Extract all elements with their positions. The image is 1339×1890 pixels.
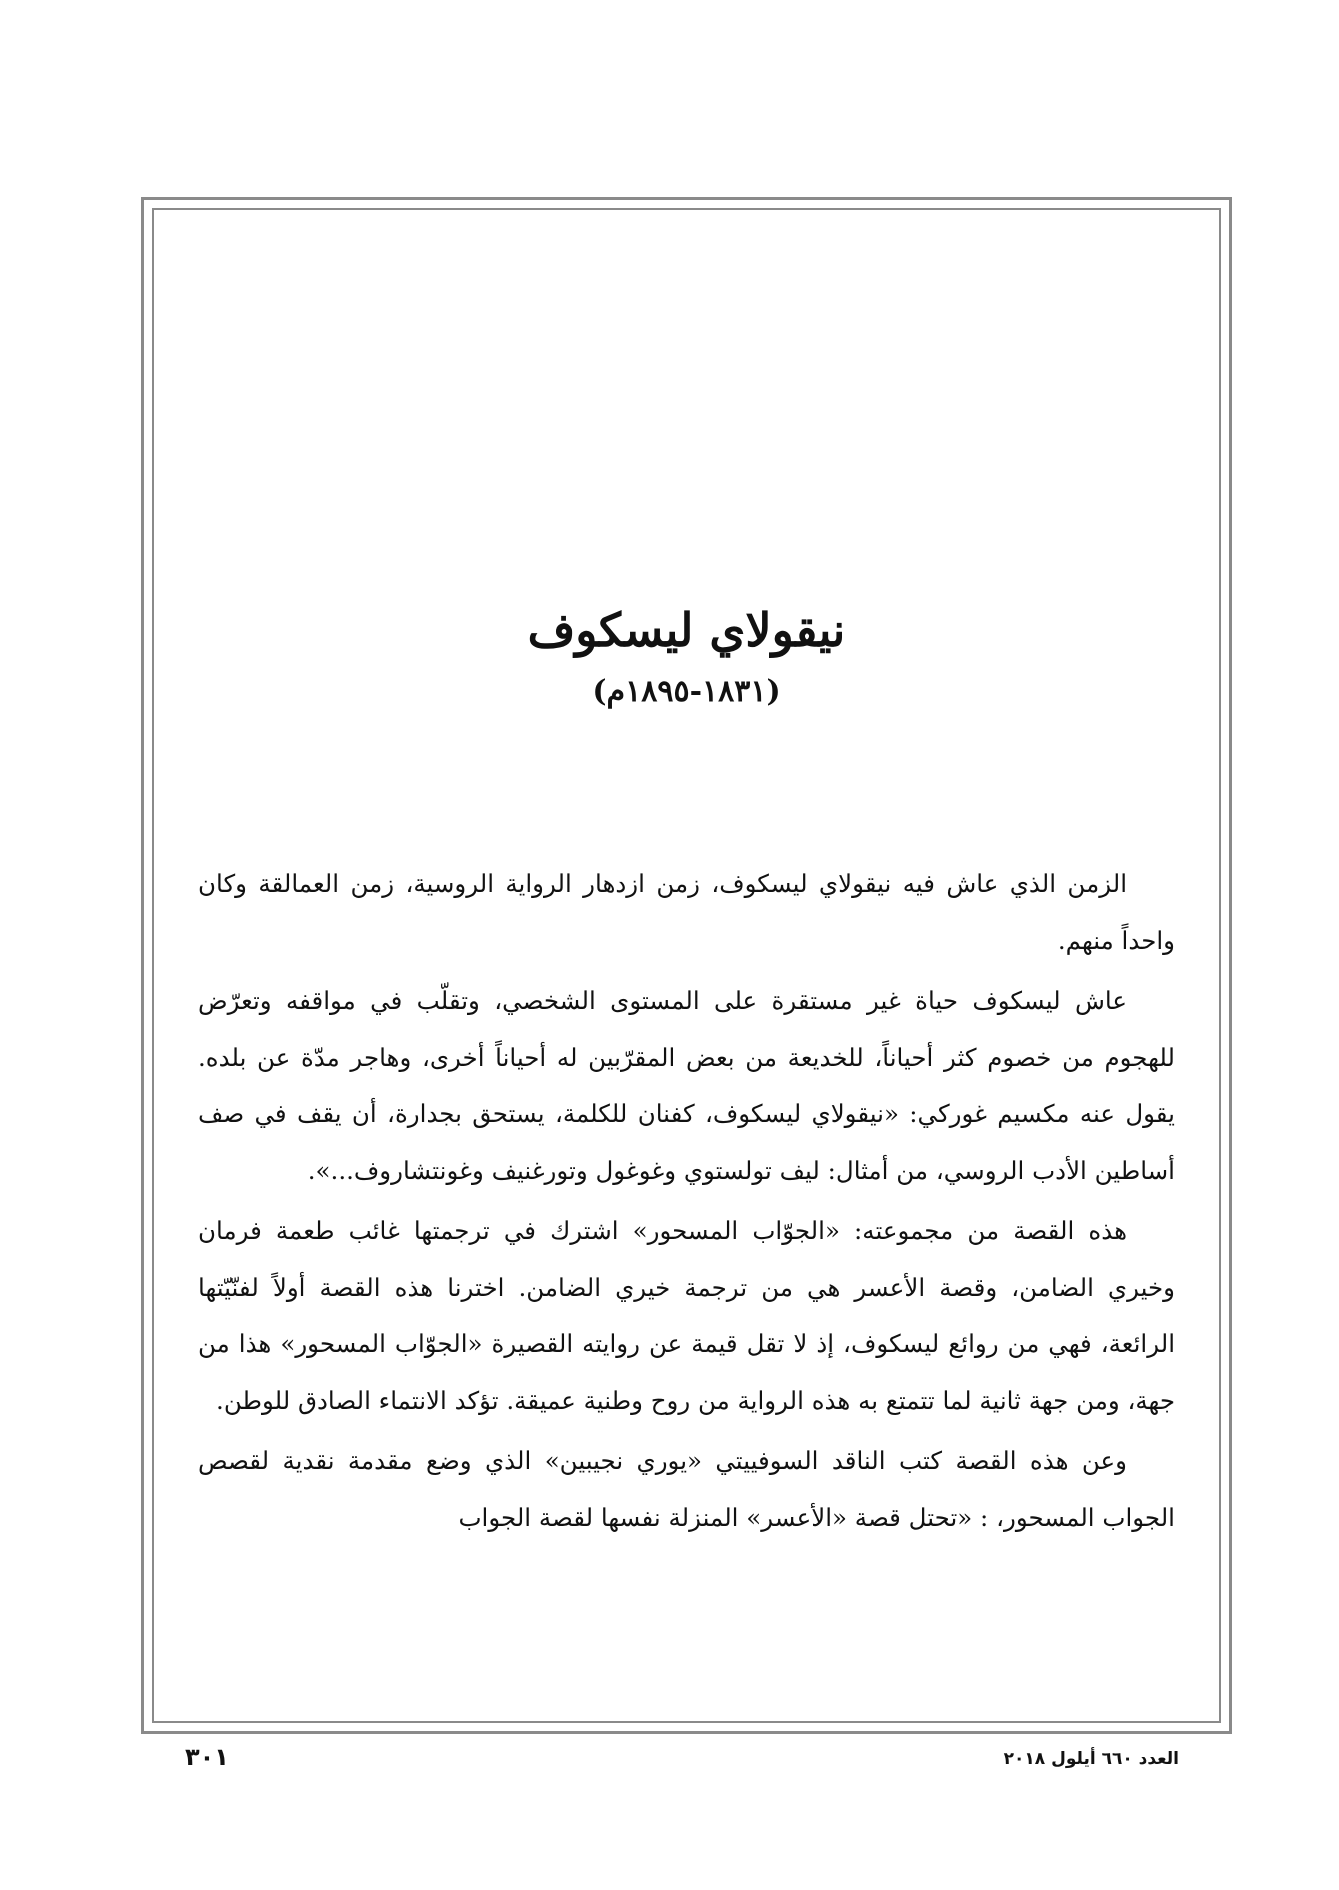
paragraph-4: وعن هذه القصة كتب الناقد السوفييتي «يوري نجيبين» الذي وضع مقدمة نقدية لقصص الجواب المسحور، : «تحتل قصة «الأعسر» المنزلة نفسها لقصة الجواب (198, 1446, 1175, 1532)
article-title: نيقولاي ليسكوف (527, 603, 846, 657)
article-dates: (١٨٣١-١٨٩٥م) (592, 674, 781, 709)
page-number: ٣٠١ (185, 1743, 229, 1771)
issue-info: العدد ٦٦٠ أيلول ٢٠١٨ (1003, 1749, 1179, 1769)
paragraph-1: الزمن الذي عاش فيه نيقولاي ليسكوف، زمن ازدهار الرواية الروسية، زمن العمالقة وكان واحداً منهم. (198, 869, 1175, 955)
paragraph-3: هذه القصة من مجموعته: «الجوّاب المسحور» اشترك في ترجمتها غائب طعمة فرمان وخيري الضامن، وقصة الأعسر هي من ترجمة خيري الضامن. اخترنا هذه القصة أولاً لفنّيّتها الرائعة، فهي من روائع ليسكوف، إذ لا تقل قيمة عن روايته القصيرة «الجوّاب المسحور» هذا من جهة، ومن جهة ثانية لما تتمتع به هذه الرواية من روح وطنية عميقة. تؤكد الانتماء الصادق للوطن. (198, 1216, 1175, 1415)
article-body (198, 600, 1175, 1550)
paragraph-2: عاش ليسكوف حياة غير مستقرة على المستوى الشخصي، وتقلّب في مواقفه وتعرّض للهجوم من خصوم كثر أحياناً، للخديعة من بعض المقرّبين له أحياناً أخرى، وهاجر مدّة عن بلده. يقول عنه مكسيم غوركي: «نيقولاي ليسكوف، كفنان للكلمة، يستحق بجدارة، أن يقف في صف أساطين الأدب الروسي، من أمثال: ليف تولستوي وغوغول وتورغنيف وغونتشاروف...». (198, 986, 1175, 1185)
